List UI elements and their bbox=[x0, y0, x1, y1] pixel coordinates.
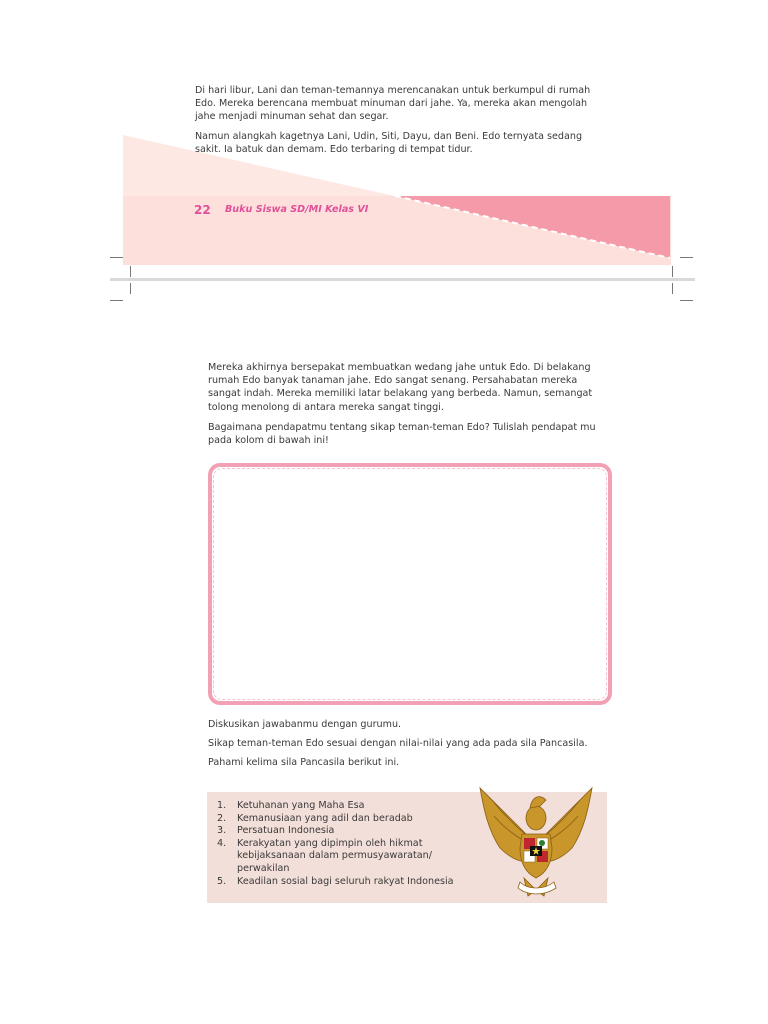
pancasila-item-number: 4. bbox=[217, 837, 227, 849]
story-paragraph-3: Mereka akhirnya bersepakat membuatkan wedang jahe untuk Edo. Di belakang rumah Edo banyak tanaman jahe. Edo sangat senang. Persahabatan mereka sangat indah. Mereka memiliki latar belakang yang berbeda. Namun, semangat tolong menolong di antara mereka sangat tinggi. bbox=[208, 362, 593, 413]
pancasila-item bbox=[213, 876, 478, 889]
pancasila-item-text: Persatuan Indonesia bbox=[237, 825, 335, 837]
pancasila-item bbox=[213, 800, 478, 813]
crop-mark bbox=[110, 257, 123, 258]
pancasila-item-text: Kemanusiaan yang adil dan beradab bbox=[237, 812, 413, 824]
pancasila-item-text: Ketuhanan yang Maha Esa bbox=[237, 800, 365, 811]
pancasila-item bbox=[213, 838, 478, 876]
pancasila-item-number: 1. bbox=[217, 800, 227, 811]
story-paragraph-1: Di hari libur, Lani dan teman-temannya merencanakan untuk berkumpul di rumah Edo. Mereka berencana membuat minuman dari jahe. Ya, mereka akan mengolah jahe menjadi minuman sehat dan segar. bbox=[195, 85, 591, 123]
pancasila-instruction: Pahami kelima sila Pancasila berikut ini. bbox=[208, 757, 400, 768]
discussion-instruction: Diskusikan jawabanmu dengan gurumu. bbox=[208, 719, 402, 730]
crop-mark bbox=[672, 266, 673, 277]
story-paragraph-2: Namun alangkah kagetnya Lani, Udin, Siti, Dayu, dan Beni. Edo ternyata sedang sakit. Ia batuk dan demam. Edo terbaring di tempat tidur. bbox=[195, 131, 583, 156]
crop-mark bbox=[672, 283, 673, 294]
pancasila-item bbox=[213, 825, 478, 838]
pancasila-item-number: 2. bbox=[217, 812, 227, 824]
crop-mark bbox=[110, 300, 123, 301]
crop-mark bbox=[130, 283, 131, 294]
question-paragraph: Bagaimana pendapatmu tentang sikap teman-teman Edo? Tulislah pendapat mu pada kolom di bawah ini! bbox=[208, 422, 596, 447]
garuda-pancasila-emblem-icon bbox=[470, 778, 602, 910]
pancasila-item-text: Keadilan sosial bagi seluruh rakyat Indonesia bbox=[237, 875, 454, 887]
crop-mark bbox=[680, 257, 693, 258]
pancasila-item-number: 5. bbox=[217, 875, 227, 887]
crop-mark bbox=[130, 266, 131, 277]
answer-box[interactable] bbox=[208, 463, 612, 705]
pancasila-item bbox=[213, 813, 478, 826]
pancasila-list bbox=[213, 800, 478, 888]
pancasila-item-number: 3. bbox=[217, 825, 227, 837]
book-title: Buku Siswa SD/MI Kelas VI bbox=[225, 204, 369, 215]
crop-mark bbox=[680, 300, 693, 301]
page-number: 22 bbox=[194, 203, 211, 217]
pancasila-item-text: Kerakyatan yang dipimpin oleh hikmat kebijaksanaan dalam permusyawaratan/ perwakilan bbox=[237, 837, 432, 874]
pancasila-note: Sikap teman-teman Edo sesuai dengan nilai-nilai yang ada pada sila Pancasila. bbox=[208, 738, 588, 749]
trim-line bbox=[110, 278, 695, 281]
